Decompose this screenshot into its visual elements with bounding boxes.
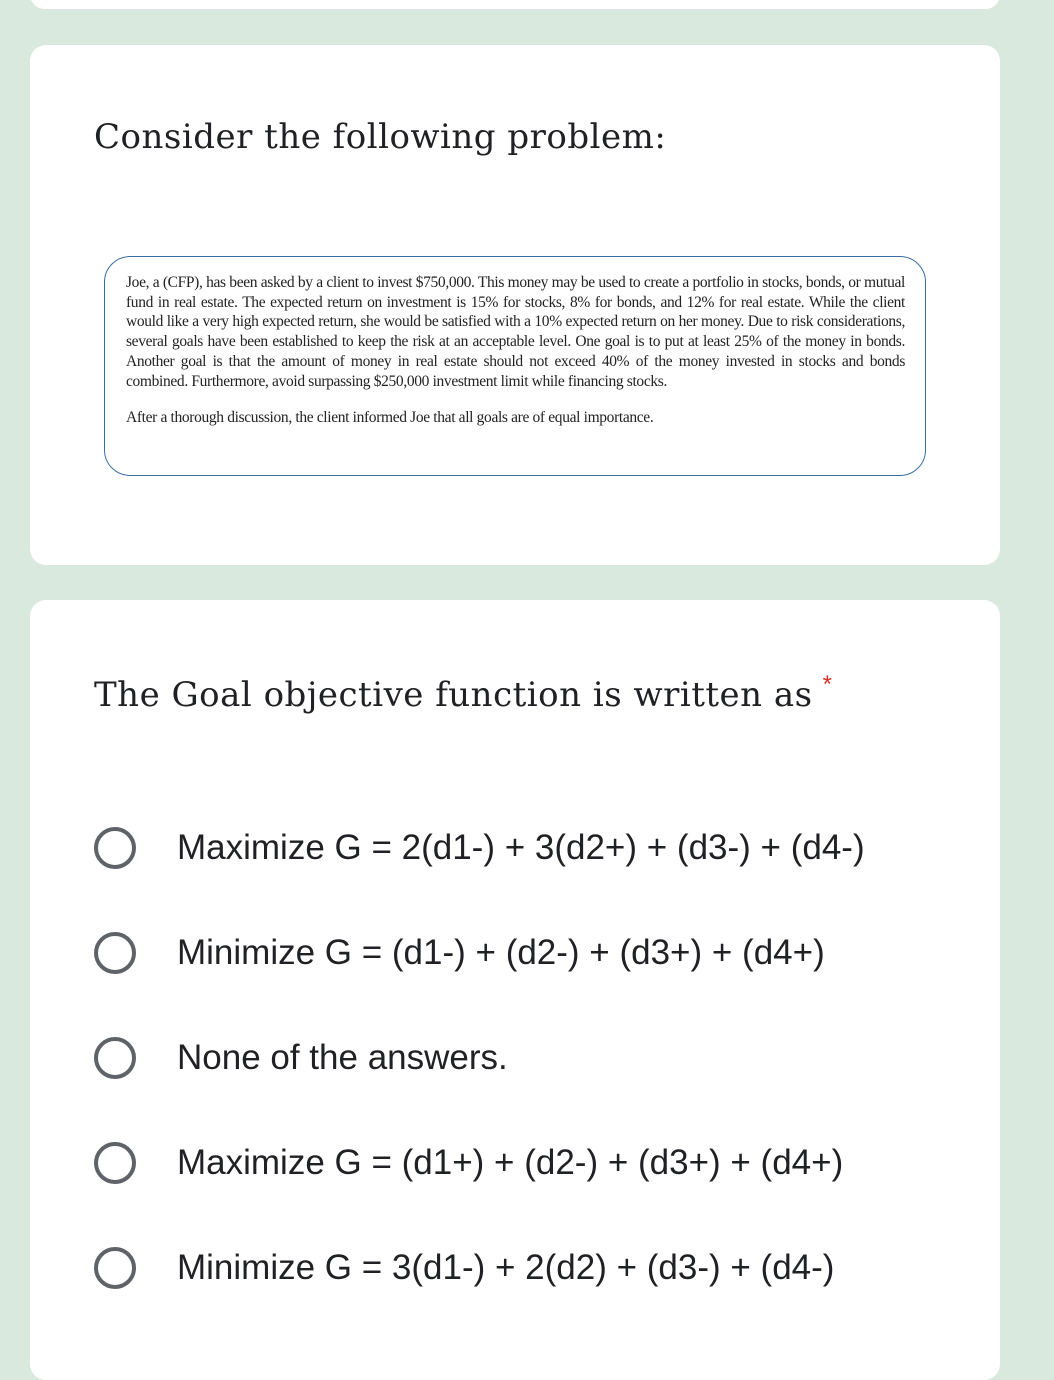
answer-option-label[interactable]: Maximize G = 2(d1-) + 3(d2+) + (d3-) + (d4-) (177, 827, 865, 867)
previous-card (30, 0, 1000, 9)
question-title (94, 671, 833, 715)
question-card (30, 600, 1000, 1380)
question-title-text: The Goal objective function is written as (94, 675, 813, 715)
answer-option-label[interactable]: Maximize G = (d1+) + (d2-) + (d3+) + (d4+) (177, 1142, 844, 1182)
radio-button[interactable] (94, 1037, 136, 1079)
answer-option-label[interactable]: Minimize G = 3(d1-) + 2(d2) + (d3-) + (d4-) (177, 1247, 835, 1287)
answer-option[interactable] (94, 900, 974, 1005)
radio-button[interactable] (94, 1247, 136, 1289)
problem-paragraph-1: Joe, a (CFP), has been asked by a client to invest $750,000. This money may be used to create a portfolio in stocks, bonds, or mutual fund in real estate. The expected return on investment is 15% for stocks, 8% for bonds, and 12% for real estate. While the client would like a very high expected return, she would be satisfied with a 10% expected return on her money. Due to risk considerations, several goals have been established to keep the risk at an acceptable level. One goal is to put at least 25% of the money in bonds. Another goal is that the amount of money in real estate should not exceed 40% of the money invested in stocks and bonds combined. Furthermore, avoid surpassing $250,000 investment limit while financing stocks. (126, 274, 905, 390)
answer-option[interactable] (94, 1005, 974, 1110)
problem-description-image (104, 256, 926, 476)
answer-option[interactable] (94, 1110, 974, 1215)
problem-title: Consider the following problem: (94, 117, 667, 157)
answer-option-label[interactable]: Minimize G = (d1-) + (d2-) + (d3+) + (d4+) (177, 932, 825, 972)
radio-button[interactable] (94, 827, 136, 869)
radio-button[interactable] (94, 1142, 136, 1184)
answer-option[interactable] (94, 1215, 974, 1320)
required-marker: * (822, 671, 833, 698)
problem-paragraph-2: After a thorough discussion, the client informed Joe that all goals are of equal importance. (126, 409, 654, 427)
answer-option[interactable] (94, 795, 974, 900)
problem-card (30, 45, 1000, 565)
answer-option-label[interactable]: None of the answers. (177, 1037, 508, 1077)
radio-button[interactable] (94, 932, 136, 974)
answer-options (94, 795, 974, 1320)
